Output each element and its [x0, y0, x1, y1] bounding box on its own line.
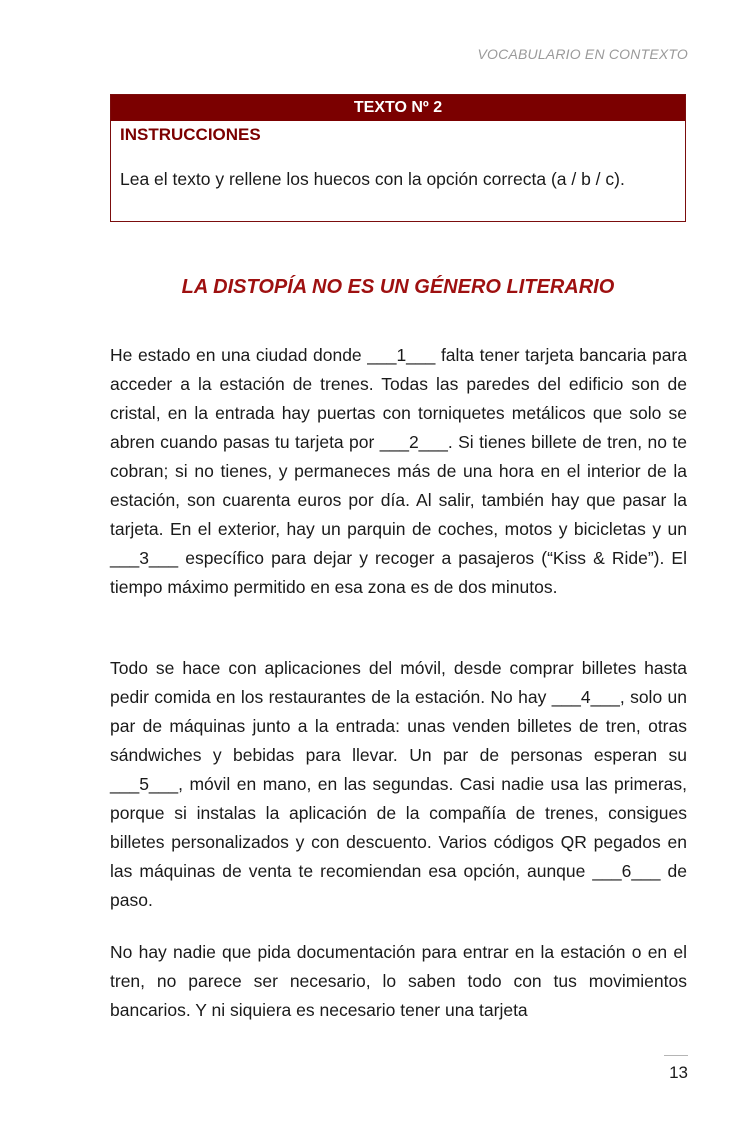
section-header-label: VOCABULARIO EN CONTEXTO [477, 46, 688, 62]
page-number: 13 [669, 1063, 688, 1082]
paragraph-2: Todo se hace con aplicaciones del móvil, desde comprar billetes hasta pedir comida en los restaurantes de la estación. No hay ___4___, solo un par de máquinas junto a la entrada: unas venden billetes de tren, otras sándwiches y bebidas para llevar. Un par de personas esperan su ___5___, móvil en mano, en las segundas. Casi nadie usa las primeras, porque si instalas la aplicación de la compañía de trenes, consigues billetes personalizados y con descuento. Varios códigos QR pegados en las máquinas de venta te recomiendan esa opción, aunque ___6___ de paso. [110, 658, 687, 910]
instructions-box [110, 94, 686, 222]
instructions-heading: INSTRUCCIONES [120, 125, 261, 144]
instructions-text: Lea el texto y rellene los huecos con la opción correcta (a / b / c). [120, 169, 625, 189]
paragraph-1: He estado en una ciudad donde ___1___ falta tener tarjeta bancaria para acceder a la estación de trenes. Todas las paredes del edificio son de cristal, en la entrada hay puertas con torniquetes metálicos que solo se abren cuando pasas tu tarjeta por ___2___. Si tienes billete de tren, no te cobran; si no tienes, y permaneces más de una hora en el interior de la estación, son cuarenta euros por día. Al salir, también hay que pasar la tarjeta. En el exterior, hay un parquin de coches, motos y bicicletas y un ___3___ específico para dejar y recoger a pasajeros (“Kiss & Ride”). El tiempo máximo permitido en esa zona es de dos minutos. [110, 345, 687, 597]
page-number-rule [664, 1055, 688, 1056]
instructions-title-bar: TEXTO Nº 2 [111, 95, 685, 121]
document-title: LA DISTOPÍA NO ES UN GÉNERO LITERARIO [181, 276, 615, 298]
paragraph-3: No hay nadie que pida documentación para entrar en la estación o en el tren, no parece ser necesario, lo saben todo con tus movimientos bancarios. Y ni siquiera es necesario tener una tarjeta [110, 942, 687, 1020]
